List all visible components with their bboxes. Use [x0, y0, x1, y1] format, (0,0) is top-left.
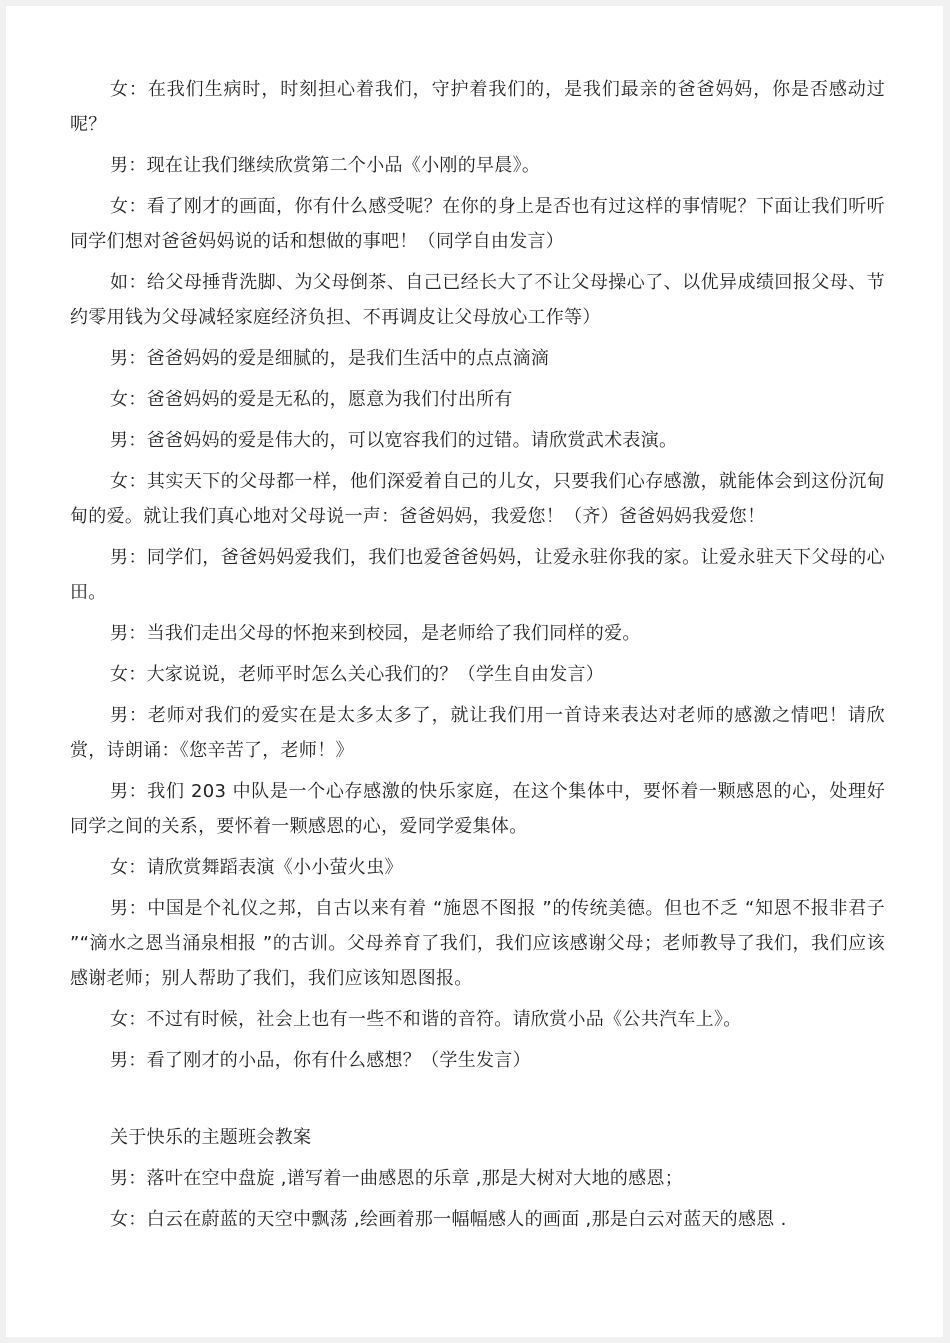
paragraph: 男：爸爸妈妈的爱是细腻的，是我们生活中的点点滴滴 — [110, 348, 550, 369]
document-body — [70, 72, 885, 1243]
paragraph: 男：当我们走出父母的怀抱来到校园，是老师给了我们同样的爱。 — [110, 623, 641, 644]
document-page — [6, 6, 943, 1337]
paragraph: 男：爸爸妈妈的爱是伟大的，可以宽容我们的过错。请欣赏武术表演。 — [110, 430, 678, 451]
paragraph: 女：请欣赏舞蹈表演《小小萤火虫》 — [110, 857, 403, 878]
paragraph: 女：爸爸妈妈的爱是无私的，愿意为我们付出所有 — [110, 389, 513, 410]
paragraph: 男：我们 203 中队是一个心存感激的快乐家庭，在这个集体中，要怀着一颗感恩的心，处理好同学之间的关系，要怀着一颗感恩的心，爱同学爱集体。 — [70, 781, 885, 837]
paragraph: 男：落叶在空中盘旋 ,谱写着一曲感恩的乐章 ,那是大树对大地的感恩； — [110, 1168, 684, 1189]
paragraph: 女：在我们生病时，时刻担心着我们，守护着我们的，是我们最亲的爸爸妈妈，你是否感动过呢？ — [70, 79, 885, 135]
paragraph: 男：看了刚才的小品，你有什么感想？（学生发言） — [110, 1050, 531, 1071]
paragraph: 女：白云在蔚蓝的天空中飘荡 ,绘画着那一幅幅感人的画面 ,那是白云对蓝天的感恩 . — [110, 1209, 787, 1230]
paragraph: 男：现在让我们继续欣赏第二个小品《小刚的早晨》。 — [110, 155, 541, 176]
paragraph: 女：不过有时候，社会上也有一些不和谐的音符。请欣赏小品《公共汽车上》。 — [110, 1009, 742, 1030]
paragraph: 女：大家说说，老师平时怎么关心我们的？（学生自由发言） — [110, 664, 605, 685]
paragraph: 男：老师对我们的爱实在是太多太多了，就让我们用一首诗来表达对老师的感激之情吧！请欣赏，诗朗诵：《您辛苦了，老师！》 — [70, 705, 885, 761]
paragraph: 女：其实天下的父母都一样，他们深爱着自己的儿女，只要我们心存感激，就能体会到这份沉甸甸的爱。就让我们真心地对父母说一声：爸爸妈妈，我爱您！（齐）爸爸妈妈我爱您！ — [70, 471, 885, 527]
paragraph: 男：同学们，爸爸妈妈爱我们，我们也爱爸爸妈妈，让爱永驻你我的家。让爱永驻天下父母的心田。 — [70, 547, 885, 603]
paragraph: 女：看了刚才的画面，你有什么感受呢？在你的身上是否也有过这样的事情呢？下面让我们听听同学们想对爸爸妈妈说的话和想做的事吧！（同学自由发言） — [70, 196, 885, 252]
section-spacer — [70, 1084, 885, 1120]
paragraph: 如：给父母捶背洗脚、为父母倒茶、自己已经长大了不让父母操心了、以优异成绩回报父母、节约零用钱为父母减轻家庭经济负担、不再调皮让父母放心工作等） — [70, 272, 885, 328]
paragraph: 男：中国是个礼仪之邦，自古以来有着 “施恩不图报 ”的传统美德。但也不乏 “知恩不报非君子 ”“滴水之恩当涌泉相报 ”的古训。父母养育了我们，我们应该感谢父母；老师教导了我们，我们应该感谢老师；别人帮助了我们，我们应该知恩图报。 — [70, 898, 885, 989]
section-title: 关于快乐的主题班会教案 — [110, 1127, 312, 1148]
